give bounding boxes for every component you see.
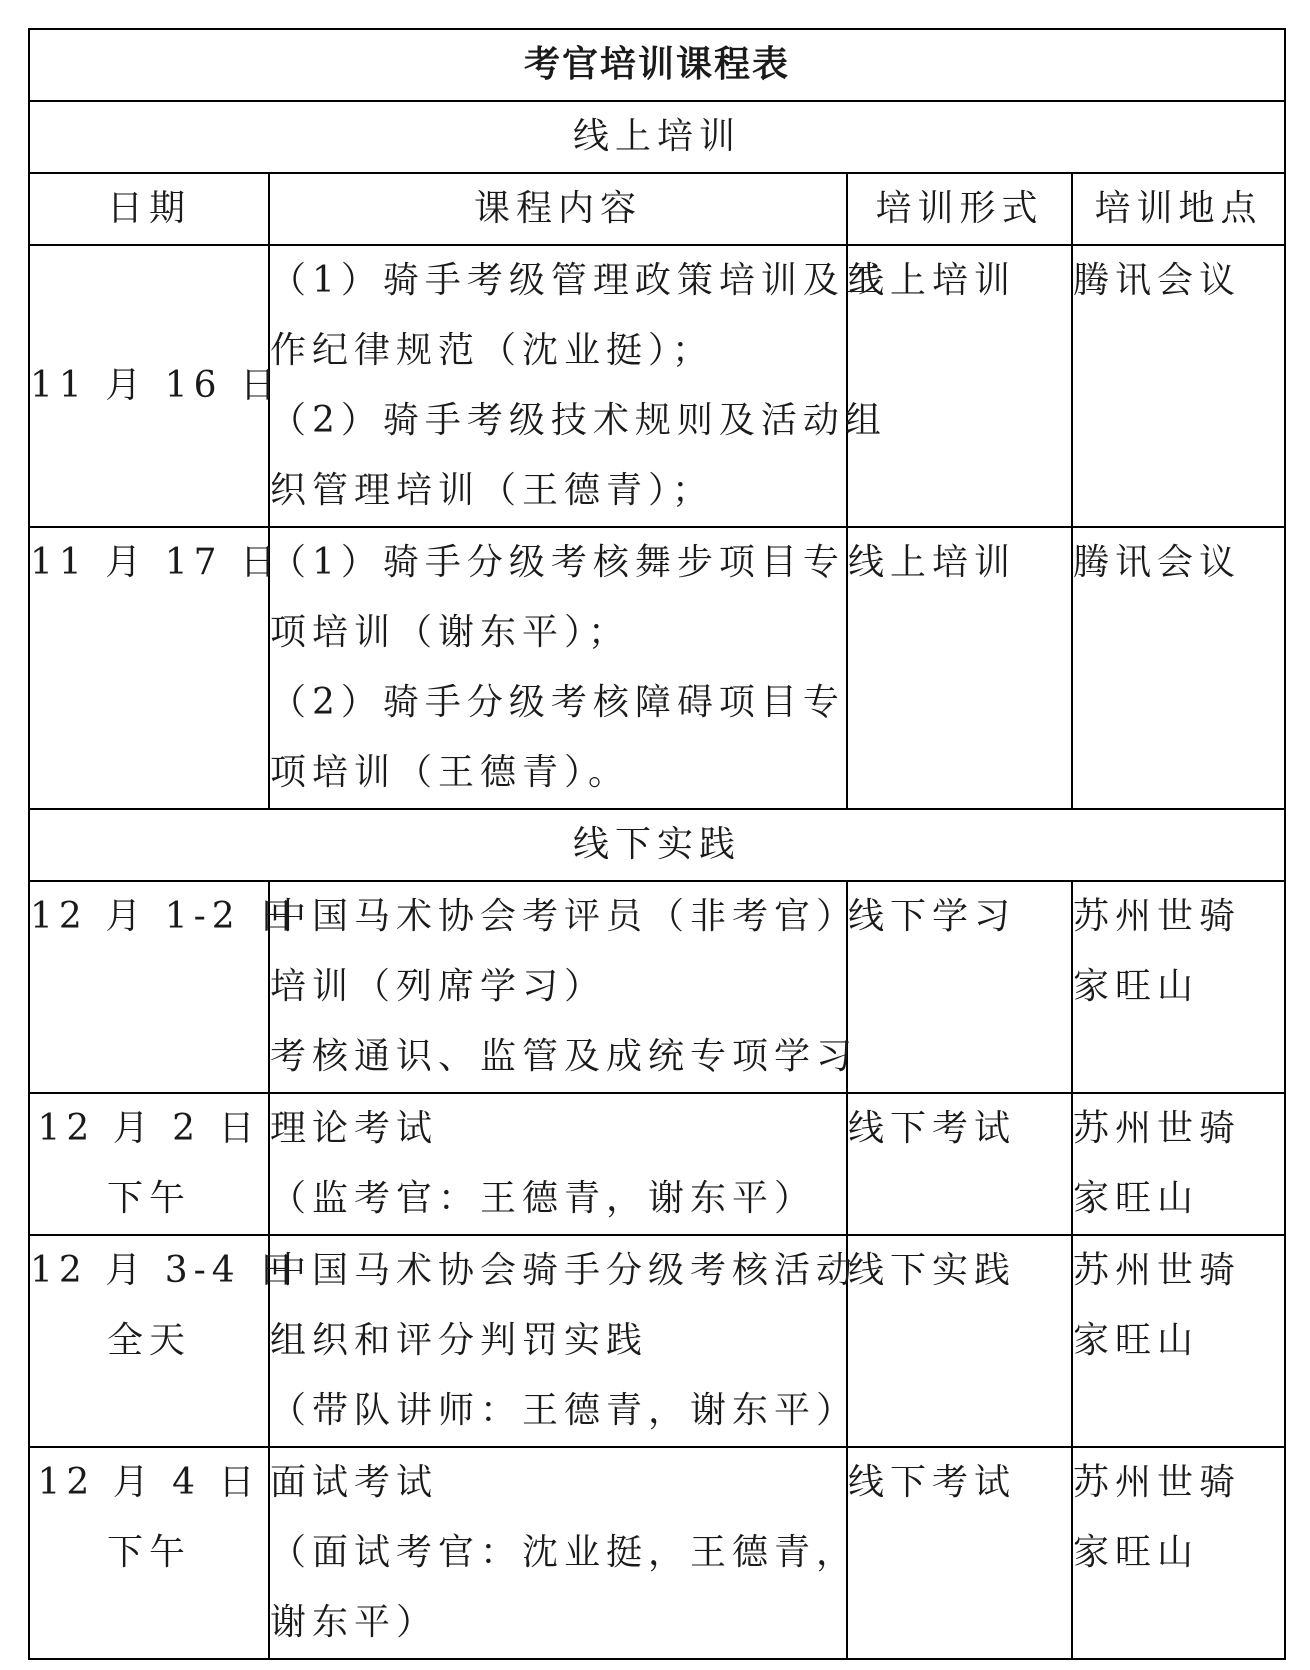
form-cell: 线下考试	[847, 1447, 1072, 1659]
content-line: 培训（列席学习）	[270, 966, 607, 1007]
form-cell: 线上培训	[847, 527, 1072, 809]
table-row	[29, 527, 1285, 809]
content-cell	[269, 527, 847, 809]
content-line: 面试考试	[270, 1462, 439, 1503]
date-cell	[29, 1235, 301, 1447]
content-line: （带队讲师：王德青，谢东平）	[270, 1390, 859, 1431]
date-cell	[29, 1093, 269, 1235]
date-line: 12 月 1-2 日	[30, 896, 301, 937]
place-line: 家旺山	[1073, 1532, 1200, 1573]
content-cell	[269, 881, 859, 1093]
content-line: （2）骑手分级考核障碍项目专	[270, 682, 845, 723]
header-content: 课程内容	[269, 173, 847, 245]
form-cell: 线下考试	[847, 1093, 1072, 1235]
content-line: 谢东平）	[270, 1602, 439, 1643]
place-line: 腾讯会议	[1073, 260, 1242, 301]
content-cell	[269, 1093, 847, 1235]
date-line: 下午	[106, 1532, 191, 1573]
content-line: 中国马术协会骑手分级考核活动	[270, 1250, 859, 1291]
table-row	[29, 1447, 1285, 1659]
date-cell	[29, 245, 282, 527]
place-cell	[1072, 527, 1285, 809]
table-title-row	[29, 29, 1285, 101]
content-line: 作纪律规范（沈业挺）；	[270, 330, 715, 371]
content-line: （监考官：王德青，谢东平）	[270, 1178, 817, 1219]
place-cell	[1072, 1093, 1285, 1235]
place-line: 苏州世骑	[1073, 1462, 1242, 1503]
content-cell	[269, 1235, 859, 1447]
table-row	[29, 1093, 1285, 1235]
content-cell	[269, 1447, 859, 1659]
place-cell	[1072, 1235, 1285, 1447]
place-line: 腾讯会议	[1073, 542, 1242, 583]
date-cell	[29, 1447, 269, 1659]
place-line: 家旺山	[1073, 1320, 1200, 1361]
place-cell	[1072, 881, 1285, 1093]
table-row	[29, 881, 1285, 1093]
place-line: 苏州世骑	[1073, 896, 1242, 937]
section-row-offline	[29, 809, 1285, 881]
date-line: 11 月 17 日	[30, 542, 282, 583]
content-line: 项培训（王德青）。	[270, 752, 631, 793]
table-title: 考官培训课程表	[29, 29, 1285, 101]
content-line: 理论考试	[270, 1108, 439, 1149]
date-cell	[29, 881, 301, 1093]
date-cell	[29, 527, 282, 809]
header-date: 日期	[29, 173, 269, 245]
content-line: 中国马术协会考评员（非考官）	[270, 896, 859, 937]
place-line: 家旺山	[1073, 1178, 1200, 1219]
form-cell: 线下实践	[847, 1235, 1072, 1447]
content-line: 组织和评分判罚实践	[270, 1320, 649, 1361]
content-line: （2）骑手考级技术规则及活动组	[270, 400, 887, 441]
content-line: 织管理培训（王德青）；	[270, 470, 715, 511]
table-row	[29, 1235, 1285, 1447]
place-cell	[1072, 245, 1285, 527]
content-line: （1）骑手分级考核舞步项目专	[270, 542, 845, 583]
header-row	[29, 173, 1285, 245]
place-line: 苏州世骑	[1073, 1250, 1242, 1291]
place-line: 苏州世骑	[1073, 1108, 1242, 1149]
content-line: 考核通识、监管及成统专项学习	[270, 1036, 859, 1077]
date-line: 下午	[106, 1178, 191, 1219]
section-title-online: 线上培训	[29, 101, 1285, 173]
date-line: 全天	[106, 1320, 191, 1361]
date-line: 12 月 4 日	[37, 1462, 261, 1503]
content-line: 项培训（谢东平）；	[270, 612, 631, 653]
date-line: 12 月 3-4 日	[30, 1250, 301, 1291]
training-schedule-table	[28, 28, 1286, 1660]
header-form: 培训形式	[847, 173, 1072, 245]
place-cell	[1072, 1447, 1285, 1659]
form-cell: 线下学习	[847, 881, 1072, 1093]
section-row-online	[29, 101, 1285, 173]
content-cell	[269, 245, 887, 527]
form-cell: 线上培训	[847, 245, 1072, 527]
date-line: 12 月 2 日	[37, 1108, 261, 1149]
table-row	[29, 245, 1285, 527]
date-line: 11 月 16 日	[30, 365, 282, 406]
content-line: （面试考官：沈业挺，王德青，	[270, 1532, 859, 1573]
section-title-offline: 线下实践	[29, 809, 1285, 881]
header-place: 培训地点	[1072, 173, 1285, 245]
place-line: 家旺山	[1073, 966, 1200, 1007]
content-line: （1）骑手考级管理政策培训及工	[270, 260, 887, 301]
